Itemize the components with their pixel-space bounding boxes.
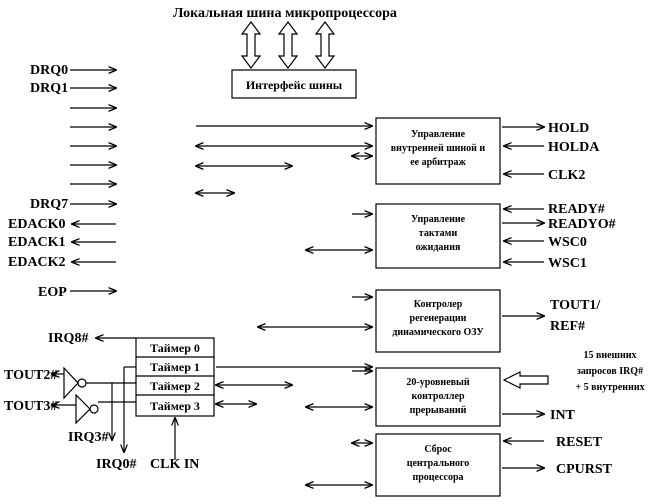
ext-irq-line-2: запросов IRQ# bbox=[576, 366, 644, 377]
refresh-line-3: динамического ОЗУ bbox=[392, 327, 484, 338]
wait-states-line-1: Управление bbox=[410, 214, 466, 225]
bus-control-line-2: внутренней шиной и bbox=[390, 143, 486, 154]
bus-title: Локальная шина микропроцессора bbox=[173, 6, 397, 21]
reset-line-3: процессора bbox=[412, 472, 464, 483]
wsc0-label: WSC0 bbox=[548, 235, 587, 250]
holda-label: HOLDA bbox=[548, 140, 600, 155]
wait-states-block bbox=[376, 204, 500, 268]
eop-label: EOP bbox=[38, 285, 67, 300]
bus-control-line-3: ее арбитраж bbox=[410, 157, 466, 168]
int-label: INT bbox=[550, 408, 575, 423]
tout1-label: TOUT1/ bbox=[550, 298, 601, 313]
tout3-buffer bbox=[76, 395, 90, 423]
edack0-label: EDACK0 bbox=[8, 217, 66, 232]
timer-block bbox=[136, 338, 214, 416]
cpu-reset-block bbox=[376, 434, 500, 496]
refresh-controller-block bbox=[376, 290, 500, 352]
refresh-line-1: Контролер bbox=[413, 299, 463, 310]
reset-line-2: центрального bbox=[406, 458, 470, 469]
hold-label: HOLD bbox=[548, 121, 590, 136]
interrupts-line-2: контроллер bbox=[411, 391, 465, 402]
edack1-label: EDACK1 bbox=[8, 235, 66, 250]
bus-interface-label: Интерфейс шины bbox=[245, 78, 343, 92]
irq3-label: IRQ3# bbox=[68, 430, 109, 445]
tout2-label: TOUT2# bbox=[4, 368, 58, 383]
wait-states-line-2: тактами bbox=[418, 228, 458, 239]
ext-irq-line-1: 15 внешних bbox=[583, 350, 637, 361]
drq0-label: DRQ0 bbox=[30, 63, 69, 78]
interrupts-line-3: прерываний bbox=[409, 405, 467, 416]
reset-label: RESET bbox=[556, 435, 602, 450]
reset-line-1: Сброс bbox=[424, 444, 452, 455]
wsc1-label: WSC1 bbox=[548, 256, 587, 271]
bus-control-line-1: Управление bbox=[410, 129, 466, 140]
tout3-bubble bbox=[90, 405, 98, 413]
cpurst-label: CPURST bbox=[556, 462, 613, 477]
ext-irq-wide-arrow bbox=[504, 372, 548, 388]
tout3-label: TOUT3# bbox=[4, 399, 58, 414]
edack2-label: EDACK2 bbox=[8, 255, 66, 270]
timer-1-label: Таймер 1 bbox=[150, 360, 200, 374]
drq7-label: DRQ7 bbox=[30, 197, 69, 212]
drq1-label: DRQ1 bbox=[30, 81, 69, 96]
ext-irq-line-3: + 5 внутренних bbox=[575, 382, 645, 393]
bus-control-block bbox=[376, 118, 500, 184]
interrupt-controller-block bbox=[376, 368, 500, 426]
tout2-bubble bbox=[78, 379, 86, 387]
readyo-label: READYO# bbox=[548, 217, 616, 232]
ready-label: READY# bbox=[548, 202, 605, 217]
timer-2-label: Таймер 2 bbox=[150, 379, 200, 393]
ref-label: REF# bbox=[550, 319, 585, 334]
clk2-label: CLK2 bbox=[548, 168, 586, 183]
tout2-buffer bbox=[64, 368, 78, 398]
irq0-label: IRQ0# bbox=[96, 457, 137, 472]
wait-states-line-3: ожидания bbox=[415, 242, 461, 253]
irq8-label: IRQ8# bbox=[48, 331, 89, 346]
clkin-label: CLK IN bbox=[150, 457, 200, 472]
timer-0-label: Таймер 0 bbox=[150, 341, 200, 355]
timer-3-label: Таймер 3 bbox=[150, 399, 200, 413]
interrupts-line-1: 20-уровневый bbox=[406, 377, 470, 388]
refresh-line-2: регенерации bbox=[409, 313, 467, 324]
internal-arrows bbox=[196, 126, 372, 485]
bus-arrows bbox=[242, 22, 334, 68]
right-signals bbox=[502, 121, 645, 477]
dma-left-signals bbox=[8, 63, 116, 300]
